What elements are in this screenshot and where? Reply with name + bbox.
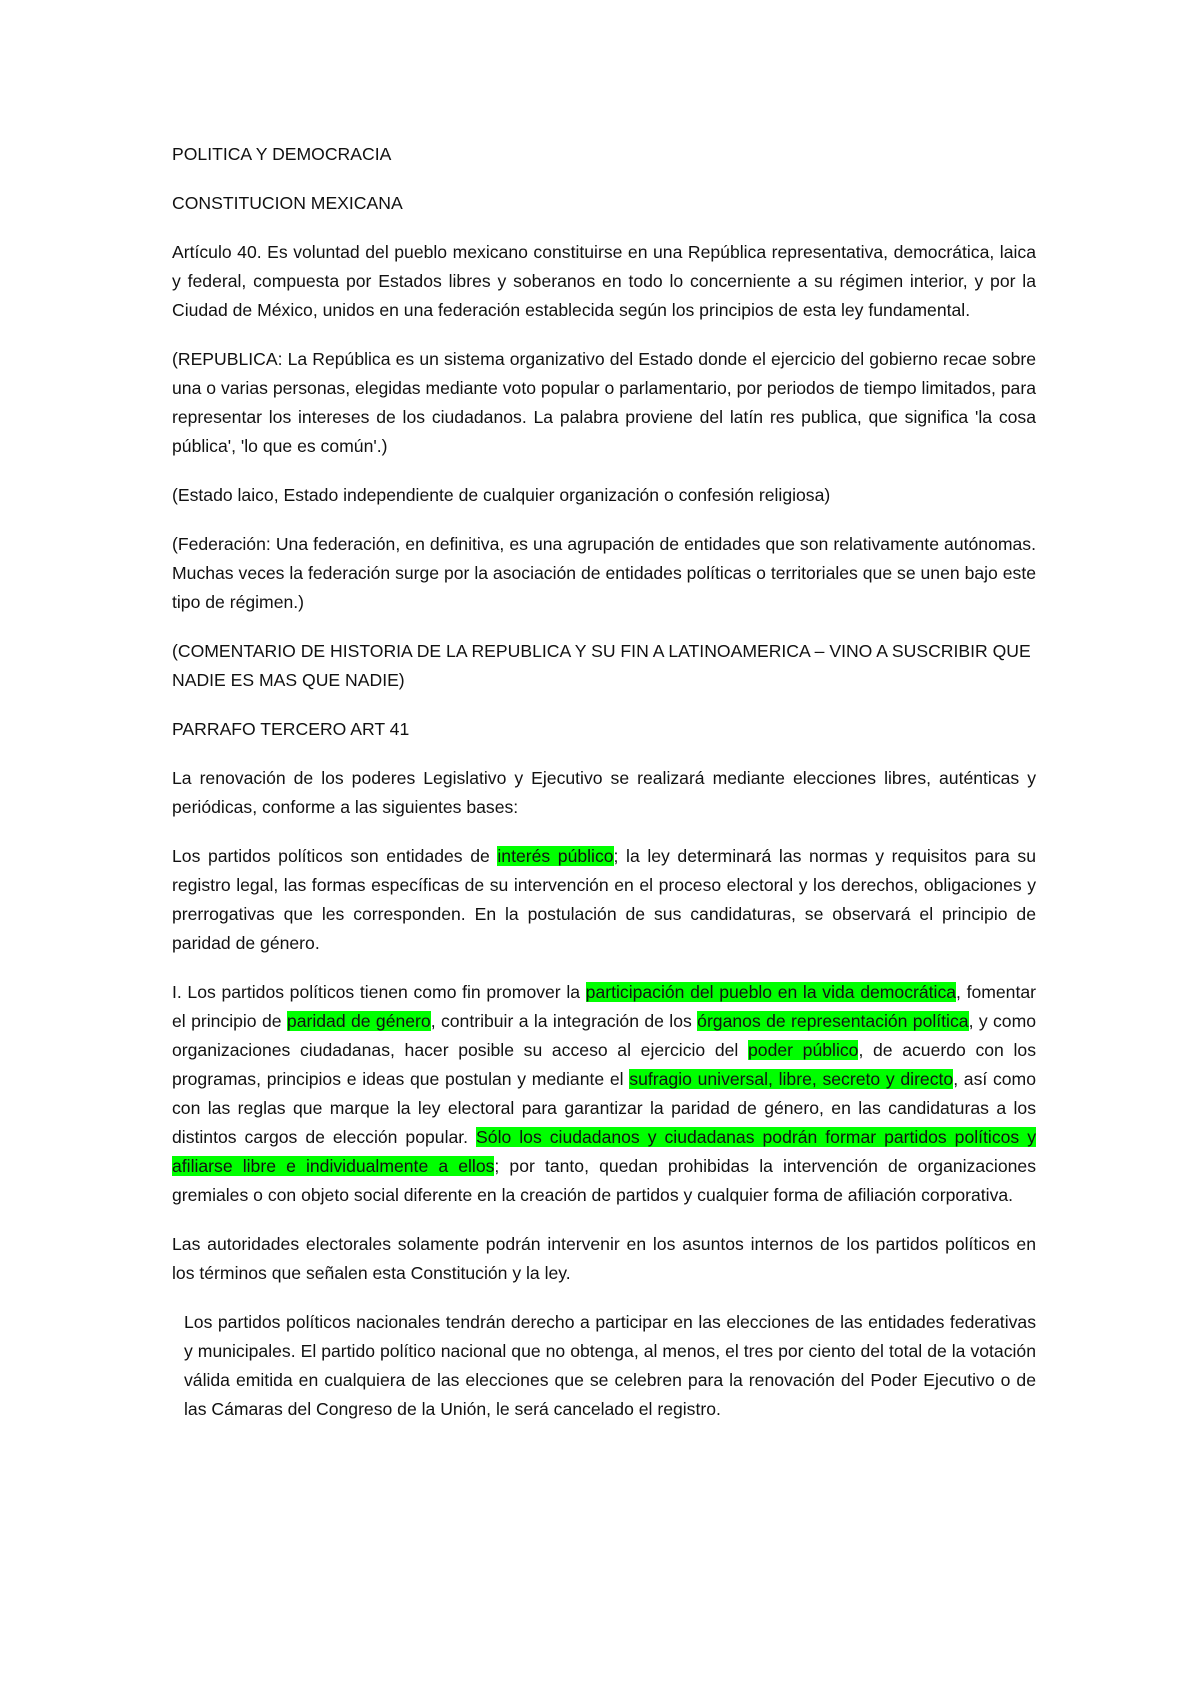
autoridades-paragraph: Las autoridades electorales solamente podrán intervenir en los asuntos internos de los partidos políticos en los términos que señalen esta Constitución y la ley. <box>172 1234 1036 1283</box>
fraccion-text-g: ; por tanto, quedan prohibidas la intervención de organizaciones gremiales o con objeto social diferente en la creación de partidos y cualquier forma de afiliación corporativa. <box>172 1156 1036 1205</box>
fraccion-text-a: I. Los partidos políticos tienen como fin promover la <box>172 982 586 1002</box>
highlight-organos: órganos de representación política <box>697 1011 969 1031</box>
fraccion-text-f: , así como con las reglas que marque la ley electoral para garantizar la paridad de género, en las candidaturas a los distintos cargos de elección popular. <box>172 1069 1036 1147</box>
fraccion-text-b: , fomentar el principio de <box>172 982 1036 1031</box>
document-title: POLITICA Y DEMOCRACIA <box>172 144 392 164</box>
fraccion-text-d: , y como organizaciones ciudadanas, hacer posible su acceso al ejercicio del <box>172 1011 1037 1060</box>
article-40-paragraph: Artículo 40. Es voluntad del pueblo mexicano constituirse en una República representativa, democrática, laica y federal, compuesta por Estados libres y soberanos en todo lo concerniente a su régimen interior, y por la Ciudad de México, unidos en una federación establecida según los principios de esta ley fundamental. <box>172 242 1036 320</box>
highlight-participacion: participación del pueblo en la vida democrática <box>585 982 957 1002</box>
highlight-interes-publico: interés público <box>497 846 614 866</box>
article-41-heading: PARRAFO TERCERO ART 41 <box>172 719 410 739</box>
comentario-note: (COMENTARIO DE HISTORIA DE LA REPUBLICA Y SU FIN A LATINOAMERICA – VINO A SUSCRIBIR QUE NADIE ES MAS QUE NADIE) <box>172 641 1031 690</box>
partidos-text-a: Los partidos políticos son entidades de <box>172 846 498 866</box>
document-page <box>172 140 1036 1444</box>
fraccion-text-c: , contribuir a la integración de los <box>430 1011 698 1031</box>
partidos-paragraph <box>172 842 1036 958</box>
laico-note: (Estado laico, Estado independiente de cualquier organización o confesión religiosa) <box>172 485 831 505</box>
republica-note: (REPUBLICA: La República es un sistema organizativo del Estado donde el ejercicio del gobierno recae sobre una o varias personas, elegidas mediante voto popular o parlamentario, por periodos de tiempo limitados, para representar los intereses de los ciudadanos. La palabra proviene del latín res publica, que significa 'la cosa pública', 'lo que es común'.) <box>172 349 1036 456</box>
partidos-text-b: ; la ley determinará las normas y requisitos para su registro legal, las formas específicas de su intervención en el proceso electoral y los derechos, obligaciones y prerrogativas que les corresponden. En la postulación de sus candidaturas, se observará el principio de paridad de género. <box>172 846 1036 953</box>
highlight-paridad: paridad de género <box>286 1011 431 1031</box>
fraccion-text-e: , de acuerdo con los programas, principios e ideas que postulan y mediante el <box>172 1040 1036 1089</box>
highlight-poder-publico: poder público <box>748 1040 859 1060</box>
fraccion-1-paragraph <box>172 978 1036 1210</box>
highlight-ciudadanos: Sólo los ciudadanos y ciudadanas podrán formar partidos políticos y afiliarse libre e individualmente a ellos <box>172 1127 1037 1176</box>
nacionales-paragraph: Los partidos políticos nacionales tendrán derecho a participar en las elecciones de las entidades federativas y municipales. El partido político nacional que no obtenga, al menos, el tres por ciento del total de la votación válida emitida en cualquiera de las elecciones que se celebren para la renovación del Poder Ejecutivo o de las Cámaras del Congreso de la Unión, le será cancelado el registro. <box>184 1312 1036 1419</box>
federacion-note: (Federación: Una federación, en definitiva, es una agrupación de entidades que son relativamente autónomas. Muchas veces la federación surge por la asociación de entidades políticas o territoriales que se unen bajo este tipo de régimen.) <box>172 534 1036 612</box>
highlight-sufragio: sufragio universal, libre, secreto y directo <box>629 1069 954 1089</box>
renovacion-paragraph: La renovación de los poderes Legislativo y Ejecutivo se realizará mediante elecciones libres, auténticas y periódicas, conforme a las siguientes bases: <box>172 768 1036 817</box>
document-subtitle: CONSTITUCION MEXICANA <box>172 193 403 213</box>
